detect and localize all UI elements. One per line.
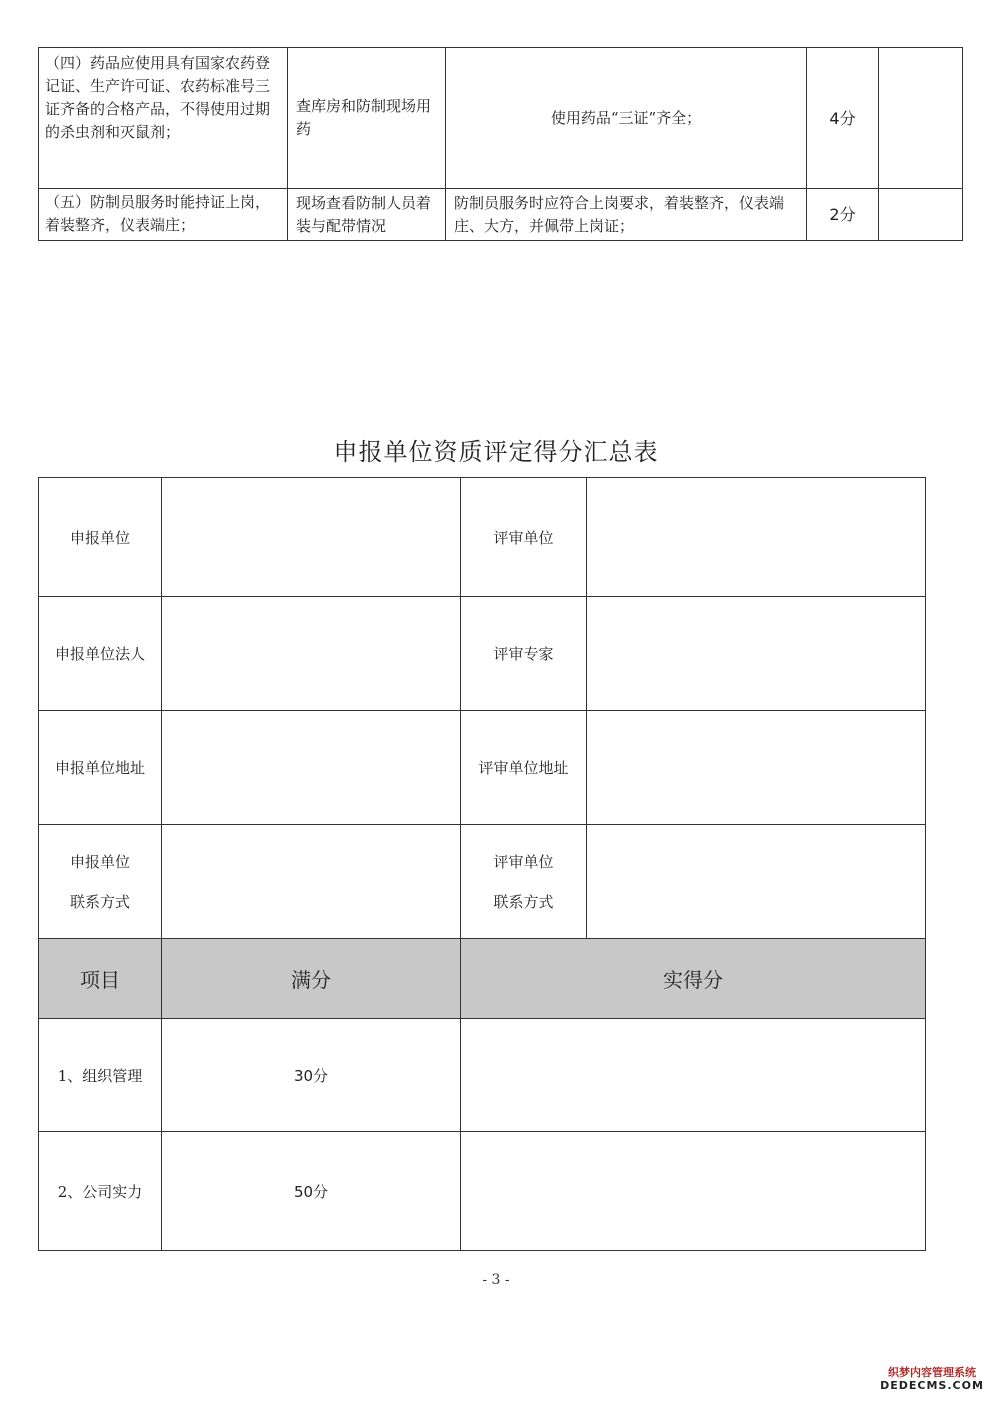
score-header-row: [39, 939, 926, 1019]
applicant-legal-label: 申报单位法人: [39, 597, 162, 711]
reviewer-contact-value[interactable]: [587, 825, 926, 939]
score-item-full: 30分: [162, 1019, 461, 1132]
reviewer-contact-label-line1: 评审单位: [493, 852, 554, 871]
info-row: [39, 825, 926, 939]
applicant-unit-label: 申报单位: [39, 478, 162, 597]
applicant-contact-value[interactable]: [162, 825, 461, 939]
reviewer-unit-value[interactable]: [587, 478, 926, 597]
applicant-address-value[interactable]: [162, 711, 461, 825]
watermark-line2: DEDECMS.COM: [880, 1379, 984, 1392]
score-item-actual[interactable]: [461, 1019, 926, 1132]
criteria-row: [39, 189, 963, 241]
reviewer-unit-label: 评审单位: [461, 478, 587, 597]
header-actual-score: 实得分: [461, 939, 926, 1019]
requirement-cell: （四）药品应使用具有国家农药登记证、生产许可证、农药标准号三证齐备的合格产品，不得使用过期的杀虫剂和灭鼠剂；: [39, 48, 288, 189]
watermark-logo: [878, 1366, 986, 1392]
summary-table: [38, 477, 926, 1251]
actual-score-cell: [879, 48, 963, 189]
score-row: [39, 1132, 926, 1251]
applicant-contact-label-line1: 申报单位: [69, 852, 130, 871]
applicant-contact-label-line2: 联系方式: [69, 892, 130, 911]
applicant-legal-value[interactable]: [162, 597, 461, 711]
reviewer-address-value[interactable]: [587, 711, 926, 825]
reviewer-contact-label: [461, 825, 587, 939]
score-cell: 4分: [807, 48, 879, 189]
applicant-address-label: 申报单位地址: [39, 711, 162, 825]
standard-cell: 使用药品“三证”齐全；: [446, 48, 807, 189]
reviewer-address-label: 评审单位地址: [461, 711, 587, 825]
score-row: [39, 1019, 926, 1132]
method-cell: 现场查看防制人员着装与配带情况: [288, 189, 446, 241]
score-item-name: 2、公司实力: [39, 1132, 162, 1251]
actual-score-cell: [879, 189, 963, 241]
evaluation-criteria-table: [38, 47, 963, 241]
reviewer-expert-value[interactable]: [587, 597, 926, 711]
requirement-cell: （五）防制员服务时能持证上岗，着装整齐，仪表端庄；: [39, 189, 288, 241]
info-row: [39, 711, 926, 825]
info-row: [39, 597, 926, 711]
standard-cell: 防制员服务时应符合上岗要求，着装整齐，仪表端庄、大方，并佩带上岗证；: [446, 189, 807, 241]
applicant-unit-value[interactable]: [162, 478, 461, 597]
header-full-score: 满分: [162, 939, 461, 1019]
watermark-line1: 织梦内容管理系统: [888, 1366, 976, 1379]
score-item-name: 1、组织管理: [39, 1019, 162, 1132]
score-item-actual[interactable]: [461, 1132, 926, 1251]
applicant-contact-label: [39, 825, 162, 939]
reviewer-expert-label: 评审专家: [461, 597, 587, 711]
summary-table-title: 申报单位资质评定得分汇总表: [333, 438, 659, 466]
score-item-full: 50分: [162, 1132, 461, 1251]
reviewer-contact-label-line2: 联系方式: [493, 892, 554, 911]
header-item: 项目: [39, 939, 162, 1019]
page-number: - 3 -: [482, 1272, 510, 1288]
method-cell: 查库房和防制现场用药: [288, 48, 446, 189]
score-cell: 2分: [807, 189, 879, 241]
info-row: [39, 478, 926, 597]
criteria-row: [39, 48, 963, 189]
